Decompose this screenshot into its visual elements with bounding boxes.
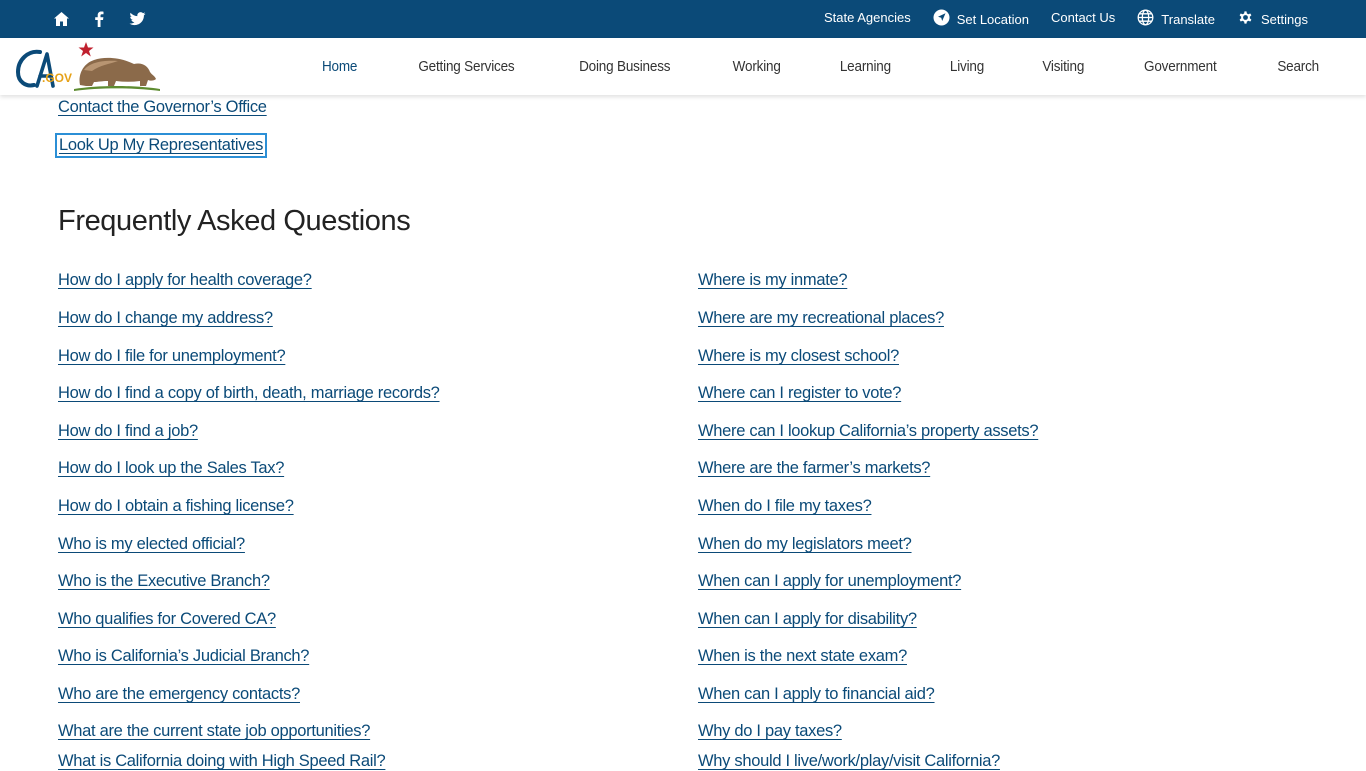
contact-us-link[interactable]: Contact Us (1050, 9, 1116, 25)
faq-link[interactable]: Where can I lookup California’s property assets? (698, 422, 1039, 440)
faq-heading: Frequently Asked Questions (58, 205, 411, 237)
faq-link[interactable]: Who qualifies for Covered CA? (58, 610, 276, 628)
faq-link[interactable]: Where is my closest school? (698, 347, 899, 365)
faq-link[interactable]: How do I change my address? (58, 309, 273, 327)
twitter-icon[interactable] (128, 10, 146, 28)
look-up-representatives-link[interactable]: Look Up My Representatives (59, 136, 264, 154)
utility-links (824, 0, 1308, 38)
gear-icon (1237, 9, 1254, 29)
faq-link[interactable]: Who is the Executive Branch? (58, 572, 270, 590)
nav-item-working[interactable]: Working (732, 58, 781, 75)
nav-item-search[interactable]: Search (1277, 58, 1319, 75)
faq-link[interactable]: When can I apply for unemployment? (698, 572, 962, 590)
faq-link[interactable]: When can I apply for disability? (698, 610, 917, 628)
faq-link[interactable]: How do I apply for health coverage? (58, 271, 312, 289)
faq-link[interactable]: Where can I register to vote? (698, 384, 902, 402)
nav-item-doing-business[interactable]: Doing Business (579, 58, 671, 75)
faq-link[interactable]: Why do I pay taxes? (698, 722, 842, 740)
location-icon (933, 9, 950, 29)
nav-item-home[interactable]: Home (321, 58, 358, 75)
svg-text:.GOV: .GOV (42, 71, 73, 85)
faq-link[interactable]: When do my legislators meet? (698, 535, 912, 553)
faq-link[interactable]: When do I file my taxes? (698, 497, 872, 515)
faq-link[interactable]: Where is my inmate? (698, 271, 848, 289)
main-navigation (0, 38, 1366, 95)
set-location-button[interactable] (933, 9, 1029, 29)
utility-bar (0, 0, 1366, 38)
set-location-label: Set Location (956, 11, 1029, 27)
ca-gov-logo[interactable] (14, 40, 164, 94)
faq-link[interactable]: How do I find a job? (58, 422, 198, 440)
faq-link[interactable]: How do I find a copy of birth, death, marriage records? (58, 384, 440, 402)
contact-governor-link[interactable]: Contact the Governor’s Office (58, 98, 267, 116)
home-icon[interactable] (52, 10, 70, 28)
settings-button[interactable] (1237, 9, 1308, 29)
nav-item-government[interactable]: Government (1144, 58, 1217, 75)
nav-item-visiting[interactable]: Visiting (1041, 58, 1084, 75)
faq-link[interactable]: Who is California’s Judicial Branch? (58, 647, 310, 665)
nav-item-getting-services[interactable]: Getting Services (418, 58, 515, 75)
social-links (52, 0, 146, 38)
faq-link[interactable]: How do I file for unemployment? (58, 347, 286, 365)
nav-menu (293, 38, 1348, 95)
faq-link[interactable]: When is the next state exam? (698, 647, 907, 665)
facebook-icon[interactable] (90, 10, 108, 28)
nav-item-living[interactable]: Living (949, 58, 984, 75)
faq-link[interactable]: When can I apply to financial aid? (698, 685, 935, 703)
translate-label: Translate (1161, 11, 1216, 27)
main-content (0, 95, 1366, 768)
faq-link[interactable]: Why should I live/work/play/visit California? (698, 752, 1000, 770)
faq-link[interactable]: How do I obtain a fishing license? (58, 497, 294, 515)
nav-item-learning[interactable]: Learning (839, 58, 891, 75)
faq-link[interactable]: Where are the farmer’s markets? (698, 459, 931, 477)
faq-link[interactable]: Who is my elected official? (58, 535, 245, 553)
faq-link[interactable]: What are the current state job opportunities? (58, 722, 371, 740)
translate-button[interactable] (1137, 9, 1215, 29)
faq-link[interactable]: Who are the emergency contacts? (58, 685, 300, 703)
state-agencies-link[interactable]: State Agencies (823, 9, 911, 25)
settings-label: Settings (1261, 11, 1308, 27)
globe-icon (1137, 9, 1154, 29)
faq-link[interactable]: How do I look up the Sales Tax? (58, 459, 285, 477)
faq-link[interactable]: What is California doing with High Speed Rail? (58, 752, 386, 770)
faq-link[interactable]: Where are my recreational places? (698, 309, 944, 327)
